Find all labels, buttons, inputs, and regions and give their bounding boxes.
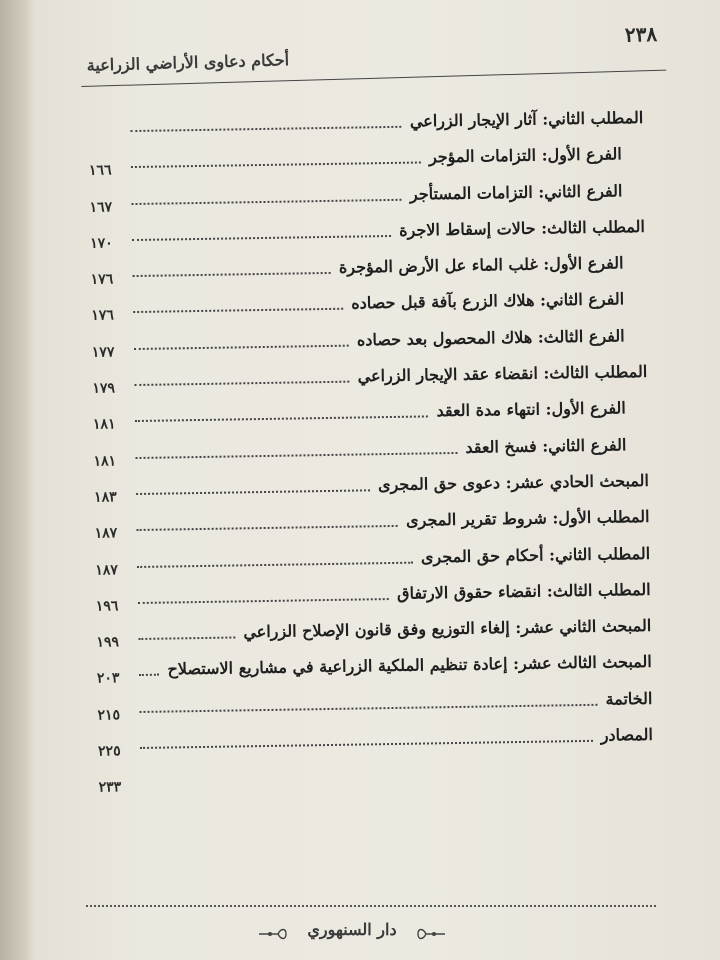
toc-page-number: ١٩٩ bbox=[96, 634, 120, 651]
toc-page-number: ١٧٩ bbox=[92, 380, 116, 397]
toc-page-number: ٢٠٣ bbox=[96, 670, 120, 688]
toc-entry-title: الفرع الثاني: فسخ العقد bbox=[465, 434, 627, 457]
ornament-icon bbox=[416, 926, 446, 942]
toc-entry-title: الفرع الأول: غلب الماء عل الأرض المؤجرة bbox=[338, 253, 624, 277]
toc-page-number: ١٨٣ bbox=[93, 489, 117, 506]
toc-entry-title: المصادر bbox=[600, 724, 654, 745]
toc-entry-title: الفرع الثاني: هلاك الزرع بآفة قبل حصاده bbox=[351, 289, 625, 314]
page-number: ٢٣٨ bbox=[624, 21, 658, 47]
toc-leader-dots bbox=[140, 740, 593, 749]
book-binding-shadow bbox=[0, 0, 34, 960]
toc-page-number: ١٨١ bbox=[93, 452, 117, 470]
toc-page-number bbox=[88, 126, 122, 127]
toc-leader-dots bbox=[130, 126, 401, 132]
toc-leader-dots bbox=[133, 308, 343, 313]
toc-entry-title: الفرع الثالث: هلاك المحصول بعد حصاده bbox=[356, 326, 625, 350]
ornament-icon bbox=[258, 926, 288, 942]
toc-page-number: ١٦٦ bbox=[88, 162, 112, 180]
toc-leader-dots bbox=[137, 561, 413, 567]
toc-entry-title: الفرع الأول: انتهاء مدة العقد bbox=[436, 398, 626, 421]
toc-entry-title: المبحث الحادي عشر: دعوى حق المجرى bbox=[377, 470, 650, 495]
toc-entry-title: الفرع الثاني: التزامات المستأجر bbox=[409, 180, 623, 204]
toc-leader-dots bbox=[131, 162, 421, 169]
toc-leader-dots bbox=[137, 525, 398, 531]
toc-entry-title: الفرع الأول: التزامات المؤجر bbox=[428, 144, 622, 167]
toc-entry-title: الخاتمة bbox=[605, 688, 653, 709]
toc-leader-dots bbox=[138, 598, 389, 604]
toc-page-number: ٢١٥ bbox=[97, 707, 121, 724]
toc-page-number: ١٨١ bbox=[92, 416, 116, 434]
toc-page-number: ١٨٧ bbox=[94, 525, 118, 542]
publisher-imprint bbox=[258, 916, 446, 952]
publisher-name: دار السنهوري bbox=[307, 920, 397, 939]
toc-leader-dots bbox=[134, 344, 349, 349]
toc-leader-dots bbox=[134, 381, 349, 386]
toc-entry bbox=[98, 757, 654, 802]
toc-leader-dots bbox=[135, 416, 428, 423]
toc-entry-title: المطلب الثالث: انقضاء حقوق الارتفاق bbox=[396, 579, 651, 603]
toc-page-number: ٢٣٣ bbox=[98, 779, 122, 796]
toc-page-number: ١٨٧ bbox=[95, 561, 118, 579]
toc-entry-title: المطلب الثالث: انقضاء عقد الإيجار الزراعي bbox=[357, 362, 648, 386]
page-header bbox=[80, 22, 667, 100]
toc-entry-title: المطلب الثاني: آثار الإيجار الزراعي bbox=[409, 107, 644, 131]
toc-leader-dots bbox=[139, 704, 597, 713]
toc-page-number: ١٧٦ bbox=[91, 307, 114, 325]
toc-entry-title: المطلب الثالث: حالات إسقاط الاجرة bbox=[399, 216, 646, 240]
toc-leader-dots bbox=[136, 489, 370, 495]
toc-leader-dots bbox=[139, 674, 159, 676]
toc-entry-title: المطلب الثاني: أحكام حق المجرى bbox=[420, 543, 651, 567]
toc-leader-dots bbox=[135, 452, 457, 459]
toc-page-number: ١٦٧ bbox=[89, 198, 113, 216]
toc-entry-title: المبحث الثالث عشر: إعادة تنظيم الملكية الزراعية في مشاريع الاستصلاح bbox=[167, 652, 652, 679]
toc-page-number: ١٧٠ bbox=[89, 235, 113, 252]
table-of-contents bbox=[88, 104, 654, 802]
toc-page-number: ١٧٦ bbox=[90, 271, 114, 288]
toc-leader-dots bbox=[131, 198, 401, 204]
toc-entry-title: المطلب الأول: شروط تقرير المجرى bbox=[405, 507, 650, 531]
toc-page-number: ٢٢٥ bbox=[97, 743, 121, 760]
toc-page-number: ١٧٧ bbox=[91, 344, 115, 361]
footer-dotted-rule bbox=[86, 905, 656, 907]
toc-leader-dots bbox=[133, 272, 331, 277]
running-title: أحكام دعاوى الأراضي الزراعية bbox=[86, 50, 290, 75]
toc-leader-dots bbox=[138, 637, 235, 641]
toc-page-number: ١٩٦ bbox=[95, 598, 119, 615]
toc-entry-title: المبحث الثاني عشر: إلغاء التوزيع وفق قانون الإصلاح الزراعي bbox=[243, 616, 652, 642]
toc-leader-dots bbox=[132, 235, 391, 241]
